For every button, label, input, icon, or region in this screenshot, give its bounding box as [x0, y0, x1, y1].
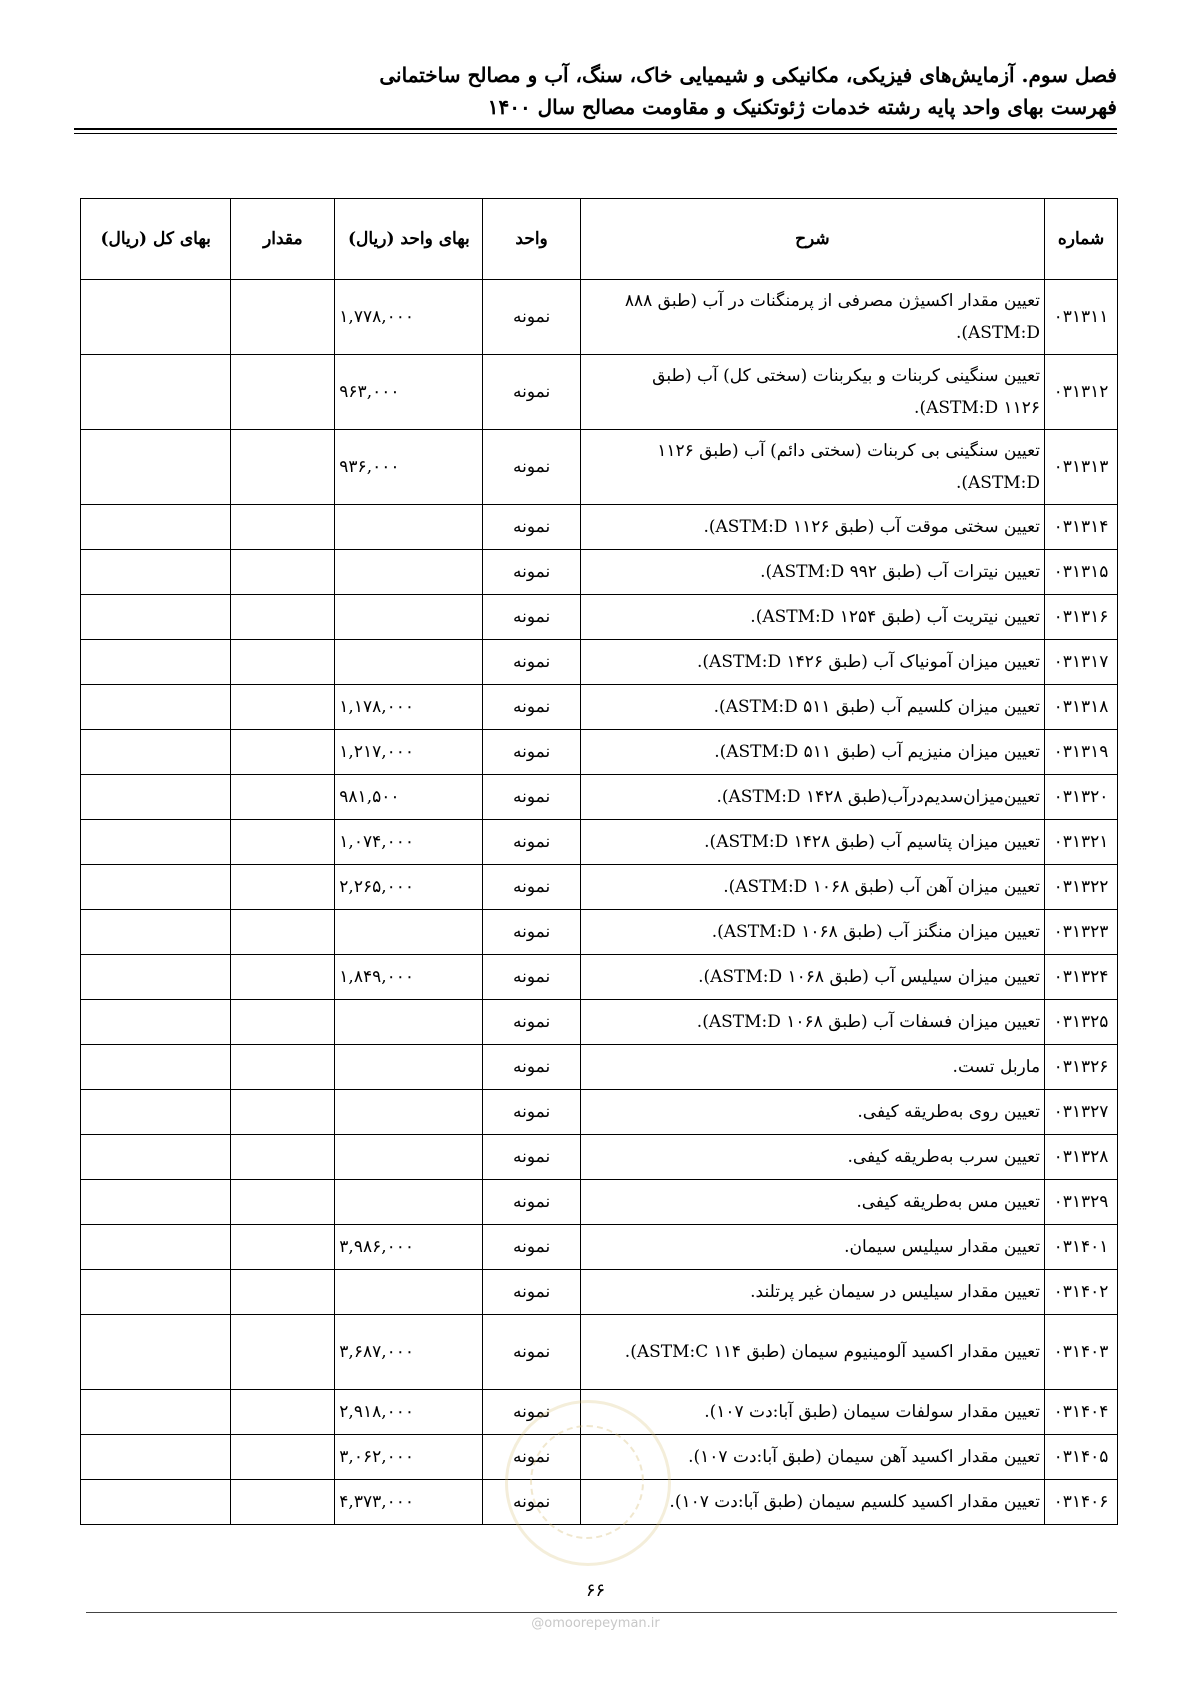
row-unit-price: [335, 1135, 483, 1180]
row-total-price: [81, 865, 231, 910]
table-row: [81, 1045, 1118, 1090]
row-description: تعیین سنگینی کربنات و بیکربنات (سختی کل) آب (طبق ASTM:D ۱۱۲۶).: [580, 355, 1044, 430]
table-row: [81, 775, 1118, 820]
row-description: تعیین مس به‌طریقه کیفی.: [580, 1180, 1044, 1225]
table-row: [81, 820, 1118, 865]
row-unit: نمونه: [483, 550, 580, 595]
table-row: [81, 430, 1118, 505]
row-unit-price: ۹۸۱,۵۰۰: [335, 775, 483, 820]
row-total-price: [81, 1435, 231, 1480]
row-unit-price: [335, 1270, 483, 1315]
row-quantity: [231, 1435, 335, 1480]
table-row: [81, 1270, 1118, 1315]
row-code: ۰۳۱۳۲۸: [1045, 1135, 1118, 1180]
row-code: ۰۳۱۴۰۴: [1045, 1390, 1118, 1435]
row-quantity: [231, 775, 335, 820]
row-quantity: [231, 865, 335, 910]
document-title: فهرست بهای واحد پایه رشته خدمات ژئوتکنیک و مقاومت مصالح سال ۱۴۰۰: [487, 95, 1117, 119]
row-unit: نمونه: [483, 1180, 580, 1225]
row-unit-price: ۱,۸۴۹,۰۰۰: [335, 955, 483, 1000]
row-code: ۰۳۱۳۲۹: [1045, 1180, 1118, 1225]
row-unit-price: [335, 595, 483, 640]
row-quantity: [231, 1315, 335, 1390]
row-total-price: [81, 955, 231, 1000]
row-total-price: [81, 685, 231, 730]
header-quantity: مقدار: [231, 199, 335, 280]
table-row: [81, 505, 1118, 550]
row-quantity: [231, 280, 335, 355]
row-unit: نمونه: [483, 955, 580, 1000]
row-unit: نمونه: [483, 1090, 580, 1135]
watermark-seal: [505, 1400, 671, 1566]
row-unit-price: [335, 640, 483, 685]
table-row: [81, 1315, 1118, 1390]
table-row: [81, 730, 1118, 775]
row-unit: نمونه: [483, 1225, 580, 1270]
table-header-row: [81, 199, 1118, 280]
row-unit: نمونه: [483, 1045, 580, 1090]
row-unit-price: ۹۶۳,۰۰۰: [335, 355, 483, 430]
table-row: [81, 550, 1118, 595]
row-unit-price: [335, 1090, 483, 1135]
row-unit-price: ۱,۱۷۸,۰۰۰: [335, 685, 483, 730]
row-description: تعیین روی به‌طریقه کیفی.: [580, 1090, 1044, 1135]
row-code: ۰۳۱۳۱۸: [1045, 685, 1118, 730]
row-description: تعیین میزان منگنز آب (طبق ASTM:D ۱۰۶۸).: [580, 910, 1044, 955]
row-unit: نمونه: [483, 685, 580, 730]
row-unit-price: [335, 1045, 483, 1090]
row-description: تعیین نیتریت آب (طبق ASTM:D ۱۲۵۴).: [580, 595, 1044, 640]
row-total-price: [81, 1315, 231, 1390]
row-unit: نمونه: [483, 865, 580, 910]
row-unit: نمونه: [483, 640, 580, 685]
row-unit-price: ۹۳۶,۰۰۰: [335, 430, 483, 505]
table-row: [81, 1225, 1118, 1270]
row-unit-price: ۴,۳۷۳,۰۰۰: [335, 1480, 483, 1525]
row-total-price: [81, 550, 231, 595]
row-quantity: [231, 550, 335, 595]
row-unit: نمونه: [483, 280, 580, 355]
row-total-price: [81, 1135, 231, 1180]
table-row: [81, 910, 1118, 955]
row-description: تعیین مقدار سیلیس در سیمان غیر پرتلند.: [580, 1270, 1044, 1315]
row-unit: نمونه: [483, 1480, 580, 1525]
row-description: تعیین مقدار اکسید آهن سیمان (طبق آبا:دت ۱۰۷).: [580, 1435, 1044, 1480]
row-total-price: [81, 430, 231, 505]
row-total-price: [81, 1000, 231, 1045]
row-quantity: [231, 1270, 335, 1315]
table-row: [81, 1090, 1118, 1135]
header-rule-thin: [74, 133, 1117, 134]
row-code: ۰۳۱۳۱۶: [1045, 595, 1118, 640]
row-code: ۰۳۱۴۰۲: [1045, 1270, 1118, 1315]
row-total-price: [81, 640, 231, 685]
header-description: شرح: [580, 199, 1044, 280]
footer-rule: [86, 1612, 1117, 1613]
row-code: ۰۳۱۳۲۵: [1045, 1000, 1118, 1045]
row-description: تعیین نیترات آب (طبق ASTM:D ۹۹۲).: [580, 550, 1044, 595]
row-description: تعیین میزان کلسیم آب (طبق ASTM:D ۵۱۱).: [580, 685, 1044, 730]
row-total-price: [81, 1090, 231, 1135]
row-quantity: [231, 505, 335, 550]
row-quantity: [231, 1135, 335, 1180]
header-unit: واحد: [483, 199, 580, 280]
row-unit: نمونه: [483, 910, 580, 955]
table-row: [81, 685, 1118, 730]
row-quantity: [231, 1480, 335, 1525]
row-total-price: [81, 1180, 231, 1225]
row-description: تعیین مقدار اکسیژن مصرفی از پرمنگنات در آب (طبق ۸۸۸ ASTM:D).: [580, 280, 1044, 355]
row-total-price: [81, 1480, 231, 1525]
row-unit: نمونه: [483, 730, 580, 775]
row-code: ۰۳۱۳۲۰: [1045, 775, 1118, 820]
row-code: ۰۳۱۳۱۷: [1045, 640, 1118, 685]
row-quantity: [231, 355, 335, 430]
table-row: [81, 955, 1118, 1000]
row-code: ۰۳۱۴۰۳: [1045, 1315, 1118, 1390]
row-code: ۰۳۱۳۲۲: [1045, 865, 1118, 910]
row-quantity: [231, 1180, 335, 1225]
row-description: تعیین سرب به‌طریقه کیفی.: [580, 1135, 1044, 1180]
row-quantity: [231, 1000, 335, 1045]
header-total-price: بهای کل (ریال): [81, 199, 231, 280]
row-total-price: [81, 730, 231, 775]
table-row: [81, 1180, 1118, 1225]
row-description: تعیین میزان سیلیس آب (طبق ASTM:D ۱۰۶۸).: [580, 955, 1044, 1000]
row-total-price: [81, 1270, 231, 1315]
row-total-price: [81, 280, 231, 355]
row-description: تعیین مقدار اکسید کلسیم سیمان (طبق آبا:دت ۱۰۷).: [580, 1480, 1044, 1525]
row-unit-price: [335, 505, 483, 550]
row-total-price: [81, 910, 231, 955]
chapter-title: فصل سوم. آزمایش‌های فیزیکی، مکانیکی و شیمیایی خاک، سنگ، آب و مصالح ساختمانی: [379, 63, 1117, 87]
row-unit-price: [335, 550, 483, 595]
row-unit: نمونه: [483, 1135, 580, 1180]
table-row: [81, 1000, 1118, 1045]
row-code: ۰۳۱۳۲۶: [1045, 1045, 1118, 1090]
row-unit-price: ۳,۶۸۷,۰۰۰: [335, 1315, 483, 1390]
row-code: ۰۳۱۳۱۲: [1045, 355, 1118, 430]
header-rule: [74, 128, 1117, 130]
row-unit-price: [335, 1180, 483, 1225]
row-description: تعیین مقدار سیلیس سیمان.: [580, 1225, 1044, 1270]
table-row: [81, 640, 1118, 685]
row-code: ۰۳۱۳۱۳: [1045, 430, 1118, 505]
row-unit: نمونه: [483, 595, 580, 640]
page-number: ۶۶: [585, 1580, 606, 1601]
row-code: ۰۳۱۳۲۳: [1045, 910, 1118, 955]
row-unit: نمونه: [483, 1000, 580, 1045]
row-unit: نمونه: [483, 505, 580, 550]
row-quantity: [231, 685, 335, 730]
row-unit: نمونه: [483, 1390, 580, 1435]
row-unit-price: ۲,۲۶۵,۰۰۰: [335, 865, 483, 910]
row-quantity: [231, 1390, 335, 1435]
row-description: تعیین سختی موقت آب (طبق ASTM:D ۱۱۲۶).: [580, 505, 1044, 550]
row-unit: نمونه: [483, 775, 580, 820]
row-total-price: [81, 775, 231, 820]
table-row: [81, 1135, 1118, 1180]
table-row: [81, 865, 1118, 910]
row-total-price: [81, 1225, 231, 1270]
row-code: ۰۳۱۳۲۱: [1045, 820, 1118, 865]
row-description: تعیین میزان آمونیاک آب (طبق ASTM:D ۱۴۲۶).: [580, 640, 1044, 685]
row-code: ۰۳۱۳۲۴: [1045, 955, 1118, 1000]
row-description: تعیین مقدار اکسید آلومینیوم سیمان (طبق ۱۱۴ ASTM:C).: [580, 1315, 1044, 1390]
header-code: شماره: [1045, 199, 1118, 280]
row-unit-price: ۱,۲۱۷,۰۰۰: [335, 730, 483, 775]
row-unit: نمونه: [483, 430, 580, 505]
page-header: [74, 58, 1117, 122]
row-unit: نمونه: [483, 1435, 580, 1480]
row-description: تعیین مقدار سولفات سیمان (طبق آبا:دت ۱۰۷).: [580, 1390, 1044, 1435]
row-total-price: [81, 505, 231, 550]
row-code: ۰۳۱۳۱۴: [1045, 505, 1118, 550]
row-quantity: [231, 595, 335, 640]
row-code: ۰۳۱۳۲۷: [1045, 1090, 1118, 1135]
row-quantity: [231, 955, 335, 1000]
row-total-price: [81, 595, 231, 640]
price-table: [80, 198, 1118, 1525]
row-description: تعیین میزان آهن آب (طبق ASTM:D ۱۰۶۸).: [580, 865, 1044, 910]
row-quantity: [231, 730, 335, 775]
row-code: ۰۳۱۳۱۹: [1045, 730, 1118, 775]
row-unit-price: ۳,۹۸۶,۰۰۰: [335, 1225, 483, 1270]
row-description: تعیین میزان پتاسیم آب (طبق ASTM:D ۱۴۲۸).: [580, 820, 1044, 865]
row-description: تعیین میزان فسفات آب (طبق ASTM:D ۱۰۶۸).: [580, 1000, 1044, 1045]
row-total-price: [81, 1390, 231, 1435]
row-code: ۰۳۱۴۰۵: [1045, 1435, 1118, 1480]
header-unit-price: بهای واحد (ریال): [335, 199, 483, 280]
row-code: ۰۳۱۳۱۵: [1045, 550, 1118, 595]
row-unit: نمونه: [483, 1315, 580, 1390]
table-row: [81, 595, 1118, 640]
row-code: ۰۳۱۴۰۱: [1045, 1225, 1118, 1270]
row-total-price: [81, 820, 231, 865]
row-unit-price: [335, 1000, 483, 1045]
row-unit-price: ۱,۰۷۴,۰۰۰: [335, 820, 483, 865]
row-code: ۰۳۱۳۱۱: [1045, 280, 1118, 355]
row-description: ماربل تست.: [580, 1045, 1044, 1090]
row-unit-price: ۲,۹۱۸,۰۰۰: [335, 1390, 483, 1435]
row-quantity: [231, 910, 335, 955]
row-quantity: [231, 820, 335, 865]
row-total-price: [81, 1045, 231, 1090]
row-quantity: [231, 430, 335, 505]
row-unit: نمونه: [483, 820, 580, 865]
row-quantity: [231, 1045, 335, 1090]
row-total-price: [81, 355, 231, 430]
table-row: [81, 280, 1118, 355]
row-description: تعیین سنگینی بی کربنات (سختی دائم) آب (طبق ۱۱۲۶ ASTM:D).: [580, 430, 1044, 505]
row-quantity: [231, 1225, 335, 1270]
row-unit: نمونه: [483, 355, 580, 430]
table-row: [81, 355, 1118, 430]
watermark-url: @omoorepeyman.ir: [531, 1616, 660, 1631]
row-code: ۰۳۱۴۰۶: [1045, 1480, 1118, 1525]
row-unit-price: ۳,۰۶۲,۰۰۰: [335, 1435, 483, 1480]
row-description: تعیین‌میزان‌سدیم‌درآب(طبق ASTM:D ۱۴۲۸).: [580, 775, 1044, 820]
row-unit-price: ۱,۷۷۸,۰۰۰: [335, 280, 483, 355]
row-unit: نمونه: [483, 1270, 580, 1315]
row-quantity: [231, 1090, 335, 1135]
row-quantity: [231, 640, 335, 685]
row-description: تعیین میزان منیزیم آب (طبق ASTM:D ۵۱۱).: [580, 730, 1044, 775]
row-unit-price: [335, 910, 483, 955]
